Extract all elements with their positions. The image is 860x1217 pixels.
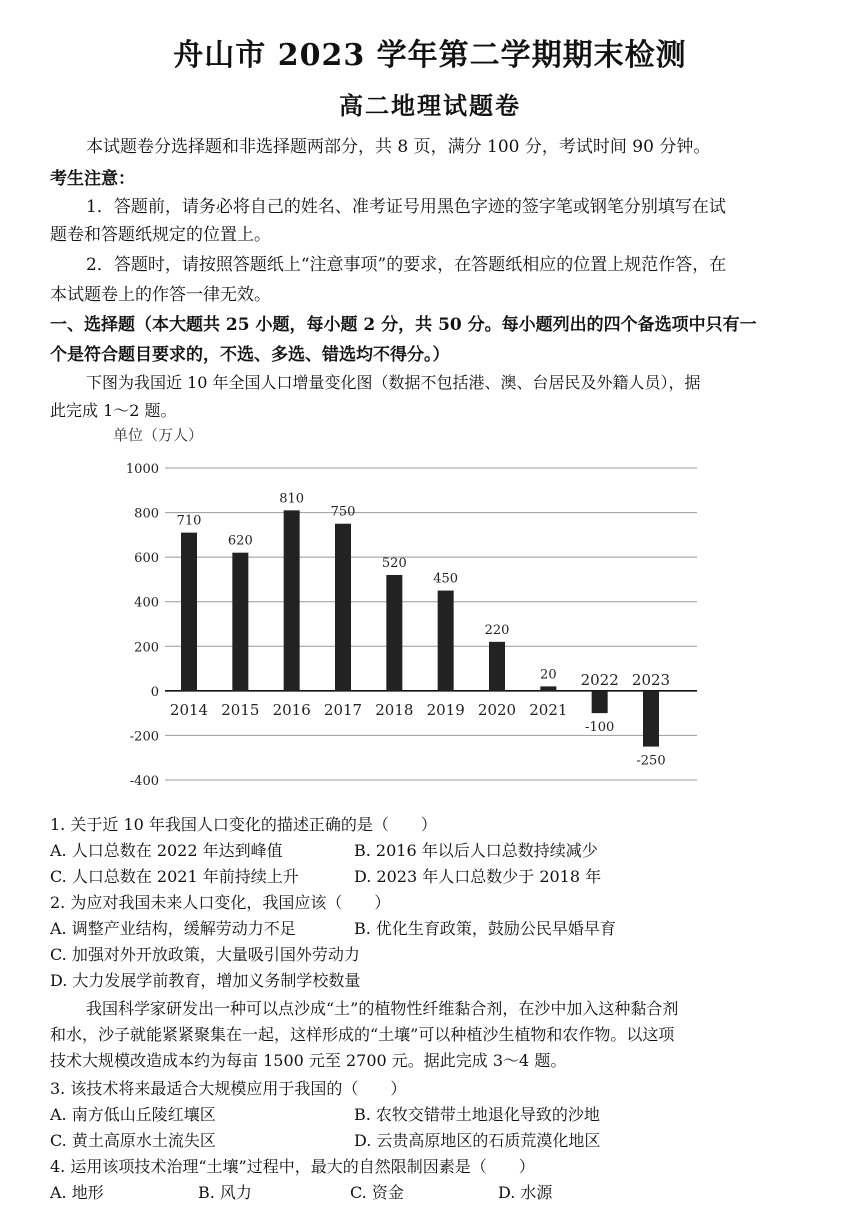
passage-2-line-2: 和水，沙子就能紧紧聚集在一起，这样形成的“土壤”可以种植沙生植物和农作物。以这项 xyxy=(50,1025,675,1044)
section-1-heading-line-2: 个是符合题目要求的，不选、多选、错选均不得分。） xyxy=(50,345,450,365)
chart-y-tick-label: -200 xyxy=(129,729,159,745)
question-2-option-b: B. 优化生育政策，鼓励公民早婚早育 xyxy=(354,919,616,938)
chart-bar-2017 xyxy=(335,524,351,691)
chart-data-label-2020: 220 xyxy=(484,622,510,638)
chart-bar-2019 xyxy=(438,591,454,691)
chart-y-tick-label: 200 xyxy=(134,640,159,656)
question-1-option-a: A. 人口总数在 2022 年达到峰值 xyxy=(50,841,283,860)
chart-bar-2014 xyxy=(181,533,197,691)
chart-y-ticks xyxy=(126,462,159,789)
chart-x-tick-label-2019: 2019 xyxy=(426,700,465,719)
notice-heading: 考生注意： xyxy=(50,169,135,189)
chart-bar-2020 xyxy=(489,642,505,691)
question-1-option-d: D. 2023 年人口总数少于 2018 年 xyxy=(354,867,602,886)
chart-unit-label: 单位（万人） xyxy=(113,426,204,444)
chart-y-tick-label: 800 xyxy=(134,506,159,522)
notice-item-2-line-1: 2．答题时，请按照答题纸上“注意事项”的要求，在答题纸相应的位置上规范作答，在 xyxy=(86,255,727,275)
chart-bar-2021 xyxy=(540,686,556,690)
passage-2-line-3: 技术大规模改造成本约为每亩 1500 元至 2700 元。据此完成 3～4 题。 xyxy=(50,1051,567,1070)
population-increase-chart xyxy=(105,422,715,790)
question-3-stem: 3. 该技术将来最适合大规模应用于我国的（ ） xyxy=(50,1079,407,1098)
chart-x-tick-label-2016: 2016 xyxy=(272,700,311,719)
question-4-option-b: B. 风力 xyxy=(198,1183,252,1202)
question-2-option-c: C. 加强对外开放政策，大量吸引国外劳动力 xyxy=(50,945,360,964)
chart-y-tick-label: 600 xyxy=(134,551,159,567)
chart-bar-2018 xyxy=(386,575,402,691)
exam-title: 舟山市 2023 学年第二学期期末检测 xyxy=(173,38,687,73)
question-1-stem: 1. 关于近 10 年我国人口变化的描述正确的是（ ） xyxy=(50,815,437,834)
question-2-option-d: D. 大力发展学前教育，增加义务制学校数量 xyxy=(50,971,361,990)
question-2-stem: 2. 为应对我国未来人口变化，我国应该（ ） xyxy=(50,893,391,912)
chart-x-tick-label-2017: 2017 xyxy=(323,700,363,719)
passage-1-line-1: 下图为我国近 10 年全国人口增量变化图（数据不包括港、澳、台居民及外籍人员），据 xyxy=(86,373,701,392)
question-3-option-b: B. 农牧交错带土地退化导致的沙地 xyxy=(354,1105,600,1124)
question-3-option-a: A. 南方低山丘陵红壤区 xyxy=(50,1105,216,1124)
chart-data-label-2015: 620 xyxy=(227,533,253,549)
chart-y-tick-label: 0 xyxy=(150,684,159,700)
question-3-option-d: D. 云贵高原地区的石质荒漠化地区 xyxy=(354,1131,601,1150)
chart-data-label-2021: 20 xyxy=(540,667,557,683)
chart-x-tick-label-2022: 2022 xyxy=(580,670,619,689)
section-1-heading-line-1: 一、选择题（本大题共 25 小题，每小题 2 分，共 50 分。每小题列出的四个备选项中只有一 xyxy=(50,315,757,335)
notice-item-1-line-2: 题卷和答题纸规定的位置上。 xyxy=(50,225,271,245)
chart-y-tick-label: 1000 xyxy=(125,462,159,477)
question-4-stem: 4. 运用该项技术治理“土壤”过程中，最大的自然限制因素是（ ） xyxy=(50,1157,535,1176)
exam-subtitle: 高二地理试题卷 xyxy=(339,91,521,120)
question-4-option-c: C. 资金 xyxy=(350,1183,404,1202)
chart-y-tick-label: 400 xyxy=(134,595,159,611)
chart-data-label-2017: 750 xyxy=(330,504,356,520)
chart-data-label-2023: -250 xyxy=(636,753,666,769)
question-4-option-a: A. 地形 xyxy=(50,1183,104,1202)
chart-data-label-2022: -100 xyxy=(585,720,615,736)
question-1-option-c: C. 人口总数在 2021 年前持续上升 xyxy=(50,867,299,886)
chart-bar-2022 xyxy=(592,691,608,713)
chart-x-tick-label-2023: 2023 xyxy=(631,670,671,689)
chart-x-tick-label-2015: 2015 xyxy=(221,700,260,719)
chart-x-tick-label-2018: 2018 xyxy=(375,700,414,719)
question-4-option-d: D. 水源 xyxy=(498,1183,553,1202)
question-3-option-c: C. 黄土高原水土流失区 xyxy=(50,1131,216,1150)
chart-data-label-2016: 810 xyxy=(279,491,305,507)
chart-y-tick-label: -400 xyxy=(129,774,159,789)
chart-bar-2023 xyxy=(643,691,659,747)
chart-bar-2016 xyxy=(284,510,300,691)
chart-x-tick-label-2014: 2014 xyxy=(169,700,209,719)
question-2-option-a: A. 调整产业结构，缓解劳动力不足 xyxy=(50,919,296,938)
chart-data-label-2014: 710 xyxy=(176,513,202,529)
chart-bar-2015 xyxy=(232,553,248,691)
notice-item-1-line-1: 1．答题前，请务必将自己的姓名、准考证号用黑色字迹的签字笔或钢笔分别填写在试 xyxy=(86,197,726,217)
chart-x-tick-label-2020: 2020 xyxy=(477,700,517,719)
notice-item-2-line-2: 本试题卷上的作答一律无效。 xyxy=(50,285,271,305)
chart-x-tick-label-2021: 2021 xyxy=(529,700,568,719)
intro-text: 本试题卷分选择题和非选择题两部分，共 8 页，满分 100 分，考试时间 90 分钟。 xyxy=(86,137,711,157)
passage-2-line-1: 我国科学家研发出一种可以点沙成“土”的植物性纤维黏合剂，在沙中加入这种黏合剂 xyxy=(86,999,679,1018)
passage-1-line-2: 此完成 1～2 题。 xyxy=(50,401,177,420)
chart-data-label-2019: 450 xyxy=(433,571,459,587)
question-1-option-b: B. 2016 年以后人口总数持续减少 xyxy=(354,841,598,860)
chart-data-label-2018: 520 xyxy=(381,555,407,571)
